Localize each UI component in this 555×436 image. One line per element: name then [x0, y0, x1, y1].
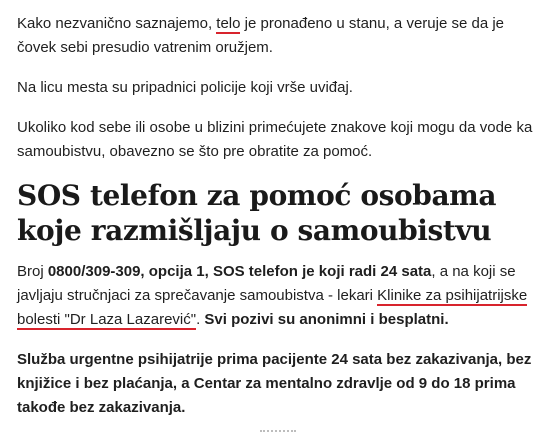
- cut-off-content-divider: [260, 430, 296, 436]
- anonymous-calls-bold: Svi pozivi su anonimni i besplatni.: [204, 311, 449, 328]
- article-body: [17, 12, 547, 420]
- link-telo[interactable]: telo: [216, 15, 241, 32]
- section-heading: SOS telefon za pomoć osobama koje razmišljaju o samoubistvu: [17, 179, 497, 247]
- paragraph-help-advice: Ukoliko kod sebe ili osobe u blizini primećujete znakove koji mogu da vode ka samoubistvu, obavezno se što pre obratite za pomoć.: [17, 119, 533, 160]
- link-clinic[interactable]: Klinike za psihijatrijske bolesti "Dr Laza Lazarević": [17, 287, 528, 328]
- paragraph-sos-phone: [17, 260, 547, 332]
- sos-number-bold: 0800/309-309, opcija 1, SOS telefon je koji radi 24 sata: [47, 263, 432, 280]
- paragraph-text: , a na koji se javljaju stručnjaci za sprečavanje samoubistva - lekari: [17, 263, 516, 304]
- paragraph-police: Na licu mesta su pripadnici policije koji vrše uviđaj.: [17, 79, 353, 96]
- paragraph-body-found: [17, 12, 547, 60]
- paragraph-text: Kako nezvanično saznajemo,: [17, 15, 217, 32]
- paragraph-text: Broj: [17, 263, 48, 280]
- paragraph-text: .: [196, 311, 205, 328]
- paragraph-text: je pronađeno u stanu, a veruje se da je čovek sebi presudio vatrenim oružjem.: [17, 15, 505, 56]
- paragraph-urgent-psychiatry: Služba urgentne psihijatrije prima pacijente 24 sata bez zakazivanja, bez knjižice i bez plaćanja, a Centar za mentalno zdravlje od 9 do 18 prima takođe bez zakazivanja.: [17, 351, 532, 416]
